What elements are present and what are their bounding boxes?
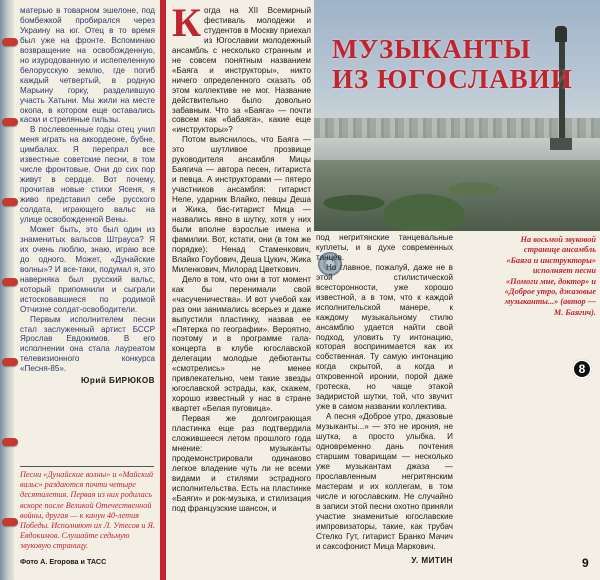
paragraph	[172, 0, 311, 135]
headline-line: ИЗ ЮГОСЛАВИИ	[332, 64, 573, 94]
paragraph: Первая же долгоиграющая пластинка еще раз подтвердила сложившееся летом прошлого года мнение: музыканты продемонстрировали одинаково легкое владение чуть ли не всеми видами и стилями эстрадного исполнительства. Есть на пластинке «Баяги» и рок-музыка, и стилизация под французские шансон, и	[172, 414, 311, 513]
paragraph: под негритянские танцевальные куплеты, и в духе современных танцев.	[316, 233, 453, 262]
paragraph: Первым исполнителем песни стал заслуженный артист БССР Ярослав Евдокимов. В его исполнении она стала лауреатом телевизионного конкурса «Песня-85».	[20, 314, 155, 374]
page-number: 9	[582, 556, 589, 570]
trees	[314, 161, 514, 231]
drop-cap: К	[172, 0, 202, 45]
sound-page-number-badge: 8	[572, 359, 592, 379]
red-divider-bar	[160, 0, 166, 580]
sound-page-note: На восьмой звуковой странице ансамбль «Баяга и инструкторы» исполняет песни «Помоги мне, доктор» и «Доброе утро, джазовые музыканты...» (автор — М. Баягич).	[504, 235, 596, 317]
monument-base	[550, 138, 572, 150]
headline-line: МУЗЫКАНТЫ	[332, 34, 532, 64]
paragraph: Дело в том, что они в тот момент как бы перенимали свой «часученичества». И вот учебой как раз они занимались всерьез и даже выпустили пластинку, назвав ее «Пятерка по географии». Вероятно, поэтому и в программе гала-концерта в клубе югославской делегации молодые дебютанты «смотрелись» не менее привлекательно, чем такие звезды югославской эстрады, как, скажем, хорошо известный у нас в стране квартет «Белая пуговица».	[172, 274, 311, 414]
paragraph: Может быть, это был один из знаменитых вальсов Штрауса? Я их очень люблю, знаю, играю все до одного. Может, «Дунайские волны»? И все-таки, подумал я, это наверняка был русский вальс, который припомнили и сыграли истосковавшиеся по родимой Отчизне солдат-освободители.	[20, 224, 155, 314]
paragraph-text: огда на XII Всемирный фестиваль молодежи и студентов в Москву приехал из Югославии молодежный ансамбль с несколько странным и не совсем понятным названием «Баяга и инструкторы», никто ничего определенного сказать об этом коллективе не мог. Название действительно было довольно забавным. Что за «Баяга» — почти совсем как «бабаяга», какие еще «инструкторы»?	[172, 6, 311, 135]
binding-ring	[2, 438, 18, 446]
author-signature: У. МИТИН	[411, 555, 453, 565]
article-headline	[332, 34, 600, 94]
binding-ring	[2, 358, 18, 366]
article-column-3	[316, 233, 453, 565]
city-skyline	[314, 118, 600, 140]
paragraph: Потом выяснилось, что Баяга — это шутливое прозвище руководителя ансамбля Мицы Баягича — автора песен, гитариста и певца. А инструкторами — пятеро участников ансамбля: гитарист Неле, ударник Влайко, певцы Деша и Жика, бас-гитарист Мица — назвались явно в шутку, хотя у них были вполне взрослые имена и фамилии. Вот, кстати, они (в том же порядке): Ненад Стаменкович, Влайко Гоубович, Деша Цукич, Жика Миленкович, Милорад Цветкович.	[172, 135, 311, 274]
article-column-1	[20, 6, 155, 386]
binding-ring	[2, 38, 18, 46]
photo-credit: Фото А. Егорова и ТАСС	[20, 557, 107, 566]
paragraph: А песня «Доброе утро, джазовые музыканты...» — это не ирония, не шутка, а просто улыбка. И одновременно дань почтения старшим товарищам — несколько уже музыкантам джаза — прославленным негритянским мастерам и их коллегам, в том числе и югославским. Не случайно в записи этой песни охотно приняли участие знаменитые югославские импровизаторы, такие, как трубач Стелко Гут, гитарист Бранко Мачич и саксофонист Мица Маркович.	[316, 412, 453, 551]
paragraph: матерью в товарном эшелоне, под бомбежкой пробирался через Украину на юг. Отец в то время был уже на фронте. Вспоминаю возвращение на освобожденную, но изуродованную и испепеленную белорусскую землю, где погиб каждый четвертый, в родную Марьину горку, разделившую участь Хатыни. Мы жили на месте окопа, в котором еще оставались каски и стреляные гильзы.	[20, 6, 155, 125]
sound-page-caption: Песни «Дунайские волны» и «Майский вальс» раздаются почти четыре десятилетия. Первая из них родилась вскоре после Великой Отечественной войны, другая — к канун 40-летия Победы. Исполняют их Л. Утесов и Я. Евдокимов. Слушайте седьмую звуковую страницу.	[20, 470, 155, 551]
binding-ring	[2, 118, 18, 126]
author-signature: Юрий БИРЮКОВ	[81, 376, 155, 386]
binding-edge	[0, 0, 14, 580]
binding-ring	[2, 278, 18, 286]
divider	[20, 466, 154, 467]
paragraph: В послевоенные годы отец учил меня играть на аккордеоне, бубне, цимбалах. Я перепрал все известные советские песни, в том числе фронтовые. Они до сих пор живут в сердце. Вот почему, прочитав новые стихи Ясеня, я живо представил себе русского солдата, играющего вальс на улице освобожденной Вены.	[20, 125, 155, 225]
binding-ring	[2, 518, 18, 526]
paragraph: Но главное, пожалуй, даже не в этой стилистической всесторонности, уже хорошо известной, а в том, что к каждой исполнительской манере, к каждому музыкальному стилю ансамблю удается найти свой подход, уловить ту интонацию, которая воспринимается как их собственная. Ту самую интонацию когда скрытой, а когда и откровенной иронии, порой даже гротеска, но чаще этакой задиристой шутки, той, что звучит уже в самом названии коллектива.	[316, 262, 453, 412]
article-column-2	[172, 0, 311, 514]
binding-ring	[2, 198, 18, 206]
